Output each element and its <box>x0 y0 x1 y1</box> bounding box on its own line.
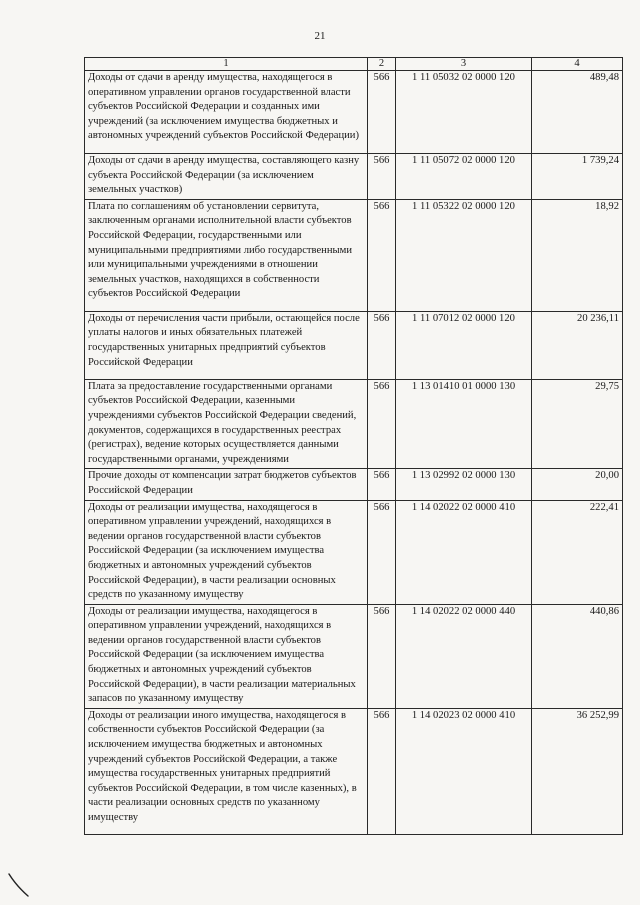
page-number: 21 <box>314 30 326 42</box>
revenue-amount: 440,86 <box>532 604 623 708</box>
revenue-name: Плата по соглашениям об установлении сервитута, заключенным органами исполнительной власти субъектов Российской Федерации, государственными или муниципальными предприятиями либо государственными или муниципальными учреждениями в отношении земельных участков, находящихся в собственности субъектов Российской Федерации <box>85 199 368 311</box>
admin-code: 566 <box>368 199 396 311</box>
revenue-amount: 20,00 <box>532 469 623 500</box>
budget-classification-code: 1 14 02022 02 0000 440 <box>396 604 532 708</box>
pen-stroke-icon <box>6 872 32 898</box>
revenue-table <box>84 57 623 835</box>
table-row <box>85 469 623 500</box>
admin-code: 566 <box>368 469 396 500</box>
revenue-amount: 29,75 <box>532 379 623 469</box>
budget-classification-code: 1 11 05072 02 0000 120 <box>396 154 532 200</box>
table-row <box>85 604 623 708</box>
revenue-name: Доходы от реализации иного имущества, находящегося в собственности субъектов Российской Федерации (за исключением имущества бюджетных и автономных учреждений субъектов Российской Федерации, а также имущества государственных унитарных предприятий субъектов Российской Федерации, в том числе казенных), в части реализации основных средств по указанному имуществу <box>85 708 368 834</box>
budget-classification-code: 1 11 07012 02 0000 120 <box>396 311 532 379</box>
admin-code: 566 <box>368 311 396 379</box>
column-header-admin: 2 <box>368 58 396 71</box>
revenue-name: Доходы от реализации имущества, находящегося в оперативном управлении учреждений, находящихся в ведении органов государственной власти субъектов Российской Федерации (за исключением имущества бюджетных и автономных учреждений субъектов Российской Федерации), в части реализации основных средств по указанному имуществу <box>85 500 368 604</box>
admin-code: 566 <box>368 500 396 604</box>
admin-code: 566 <box>368 71 396 154</box>
revenue-table-container <box>84 57 622 835</box>
revenue-amount: 222,41 <box>532 500 623 604</box>
budget-classification-code: 1 14 02023 02 0000 410 <box>396 708 532 834</box>
column-header-name: 1 <box>85 58 368 71</box>
revenue-amount: 36 252,99 <box>532 708 623 834</box>
revenue-name: Прочие доходы от компенсации затрат бюджетов субъектов Российской Федерации <box>85 469 368 500</box>
revenue-name: Доходы от сдачи в аренду имущества, составляющего казну субъекта Российской Федерации (за исключением земельных участков) <box>85 154 368 200</box>
table-row <box>85 199 623 311</box>
column-header-sum: 4 <box>532 58 623 71</box>
table-row <box>85 154 623 200</box>
admin-code: 566 <box>368 604 396 708</box>
revenue-name: Доходы от реализации имущества, находящегося в оперативном управлении учреждений, находящихся в ведении органов государственной власти субъектов Российской Федерации (за исключением имущества бюджетных и автономных учреждений субъектов Российской Федерации), в части реализации материальных запасов по указанному имуществу <box>85 604 368 708</box>
admin-code: 566 <box>368 154 396 200</box>
revenue-amount: 20 236,11 <box>532 311 623 379</box>
revenue-name: Доходы от перечисления части прибыли, остающейся после уплаты налогов и иных обязательных платежей государственных унитарных предприятий субъектов Российской Федерации <box>85 311 368 379</box>
budget-classification-code: 1 11 05032 02 0000 120 <box>396 71 532 154</box>
budget-classification-code: 1 11 05322 02 0000 120 <box>396 199 532 311</box>
revenue-amount: 1 739,24 <box>532 154 623 200</box>
revenue-amount: 489,48 <box>532 71 623 154</box>
revenue-name: Доходы от сдачи в аренду имущества, находящегося в оперативном управлении органов государственной власти субъектов Российской Федерации и созданных ими учреждений (за исключением имущества бюджетных и автономных учреждений субъектов Российской Федерации) <box>85 71 368 154</box>
admin-code: 566 <box>368 379 396 469</box>
table-row <box>85 379 623 469</box>
table-header-row <box>85 58 623 71</box>
budget-classification-code: 1 13 02992 02 0000 130 <box>396 469 532 500</box>
revenue-name: Плата за предоставление государственными органами субъектов Российской Федерации, казенными учреждениями субъектов Российской Федерации сведений, документов, содержащихся в государственных реестрах (регистрах), ведение которых осуществляется данными государственными органами, учреждениями <box>85 379 368 469</box>
table-row <box>85 500 623 604</box>
budget-classification-code: 1 14 02022 02 0000 410 <box>396 500 532 604</box>
table-row <box>85 708 623 834</box>
table-row <box>85 311 623 379</box>
admin-code: 566 <box>368 708 396 834</box>
table-row <box>85 71 623 154</box>
revenue-amount: 18,92 <box>532 199 623 311</box>
column-header-code: 3 <box>396 58 532 71</box>
budget-classification-code: 1 13 01410 01 0000 130 <box>396 379 532 469</box>
